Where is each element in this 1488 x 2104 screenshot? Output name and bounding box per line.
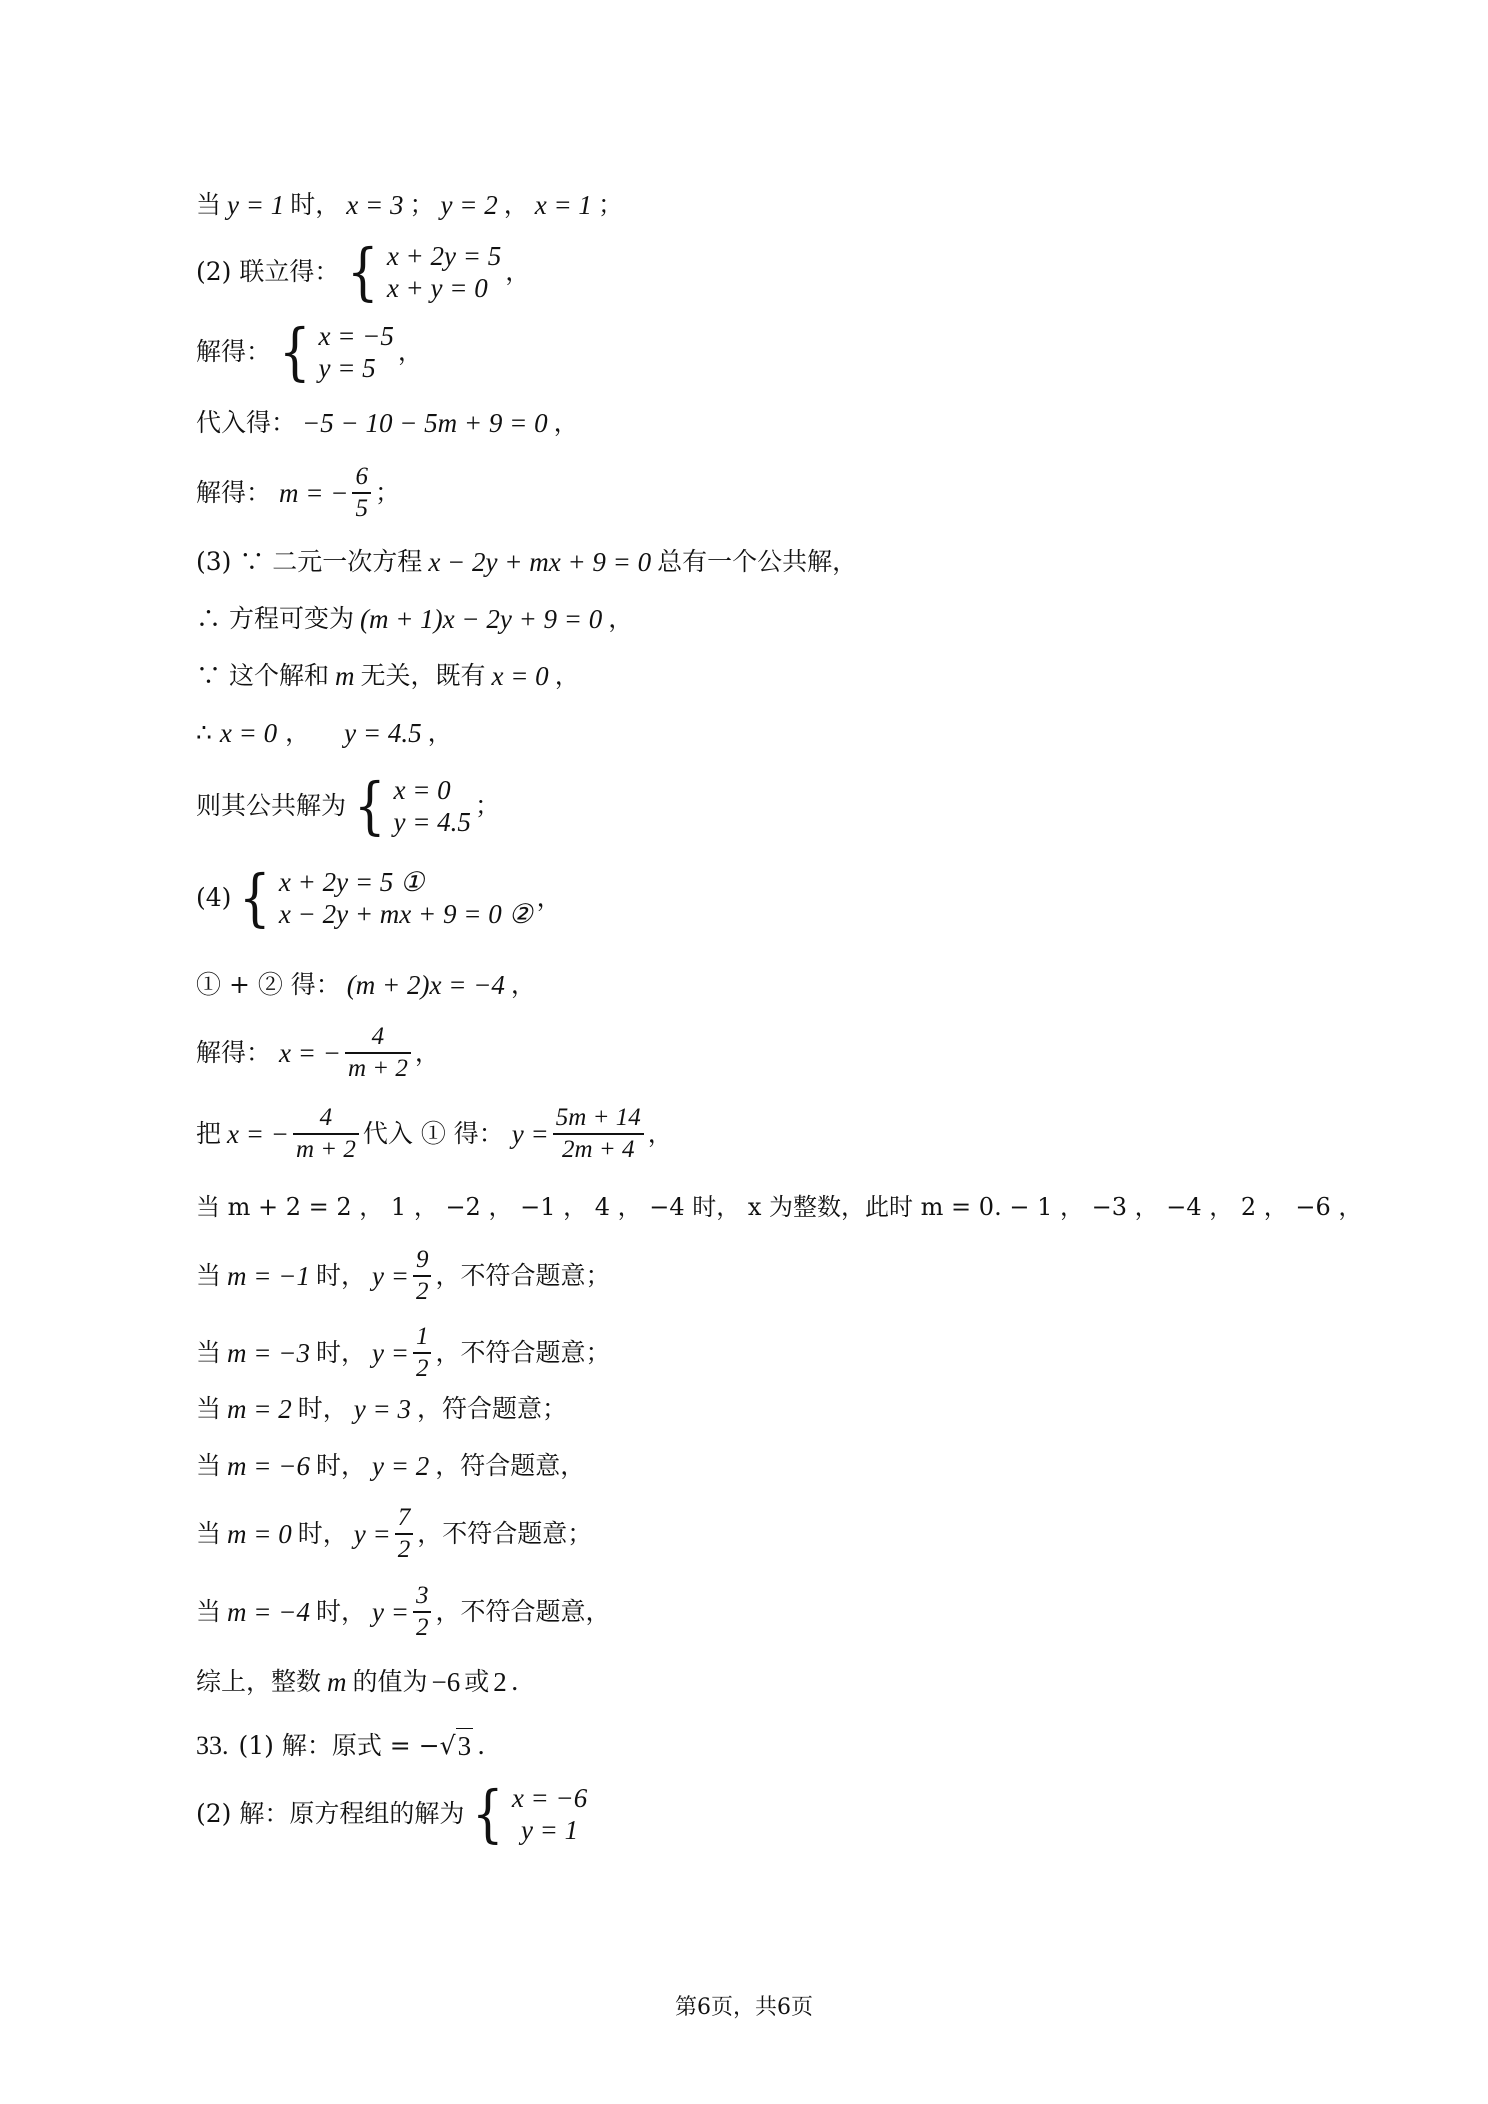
line-5: 解得： m = − $\frac{6}{5}$ ； — [196, 463, 400, 522]
line-24-system: (2) 解：原方程组的解为 { x = −6 y = 1 — [196, 1777, 588, 1850]
fraction: $\frac{4}{m + 2}$ — [345, 1022, 411, 1084]
equation-system: { x + 2y = 5 x + y = 0 — [347, 235, 502, 308]
line-19: 当 m = −6 时， y = 2 ，符合题意， — [196, 1451, 586, 1481]
fraction: $\frac{9}{2}$ — [413, 1245, 432, 1307]
line-6: (3) ∵ 二元一次方程 x − 2y + mx + 9 = 0 总有一个公共解， — [196, 547, 858, 577]
radicand: 3 — [456, 1728, 474, 1763]
line-22-conclusion: 综上，整数 m 的值为 −6 或 2 . — [196, 1667, 519, 1697]
left-brace: { — [239, 861, 271, 934]
line-16: 当 m = −1 时， y = $\frac{9}{2}$ ，不符合题意； — [196, 1246, 611, 1305]
line-20: 当 m = 0 时， y = $\frac{7}{2}$ ，不符合题意； — [196, 1504, 593, 1563]
line-2-system: (2) 联立得： { x + 2y = 5 x + y = 0 ， — [196, 235, 531, 308]
line-23-q33: 33. (1) 解：原式 = −√ 3 . — [196, 1728, 485, 1763]
left-brace: { — [353, 769, 386, 842]
equation-system: { x = −5 y = 5 — [278, 315, 394, 388]
line-21: 当 m = −4 时， y = $\frac{3}{2}$ ，不符合题意， — [196, 1582, 611, 1641]
line-13: 解得： x = − $\frac{4}{m + 2}$ ， — [196, 1023, 440, 1082]
equation-system: { x = 0 y = 4.5 — [353, 769, 471, 842]
question-number: 33. — [196, 1730, 229, 1760]
fraction: $\frac{1}{2}$ — [413, 1322, 432, 1384]
fraction: $\frac{3}{2}$ — [413, 1581, 432, 1643]
line-14: 把 x = − $\frac{4}{m + 2}$ 代入 ① 得： y = $\frac{5m + 14}{2m + 4}$ ， — [196, 1104, 673, 1163]
fraction: $\frac{4}{m + 2}$ — [293, 1103, 359, 1165]
line-15: 当 m + 2 = 2 ， 1 ， −2 ， −1 ， 4 ， −4 时， x 为整数，此时 m = 0. − 1 ， −3 ， −4 ， 2 ， −6 ， — [196, 1193, 1363, 1221]
equation-system: { x + 2y = 5 ① x − 2y + mx + 9 = 0 ② — [239, 861, 533, 934]
line-18: 当 m = 2 时， y = 3 ，符合题意； — [196, 1394, 567, 1424]
line-8: ∵ 这个解和 m 无关，既有 x = 0 ， — [196, 661, 580, 691]
line-12: ① + ② 得： (m + 2)x = −4 ， — [196, 970, 536, 1000]
line-17: 当 m = −3 时， y = $\frac{1}{2}$ ，不符合题意； — [196, 1323, 611, 1382]
left-brace: { — [347, 235, 379, 308]
line-7: ∴ 方程可变为 (m + 1)x − 2y + 9 = 0 ， — [196, 604, 634, 634]
fraction: $\frac{5m + 14}{2m + 4}$ — [553, 1103, 644, 1165]
equation-system: { x = −6 y = 1 — [472, 1777, 588, 1850]
left-brace: { — [472, 1777, 504, 1850]
left-brace: { — [278, 315, 311, 388]
line-11-system: (4) { x + 2y = 5 ① x − 2y + mx + 9 = 0 ② ， — [196, 861, 562, 934]
fraction: $\frac{6}{5}$ — [352, 462, 371, 524]
line-9: ∴ x = 0 ， y = 4.5 ， — [196, 718, 453, 748]
line-1: 当 y = 1 时， x = 3 ； y = 2 ， x = 1 ； — [196, 190, 623, 220]
fraction: $\frac{7}{2}$ — [395, 1503, 414, 1565]
line-3-solution: 解得： { x = −5 y = 5 ， — [196, 315, 423, 388]
line-4: 代入得： −5 − 10 − 5m + 9 = 0 ， — [196, 408, 579, 438]
page-footer: 第6页，共6页 — [675, 1995, 813, 2020]
line-10-system: 则其公共解为 { x = 0 y = 4.5 ； — [196, 769, 500, 842]
